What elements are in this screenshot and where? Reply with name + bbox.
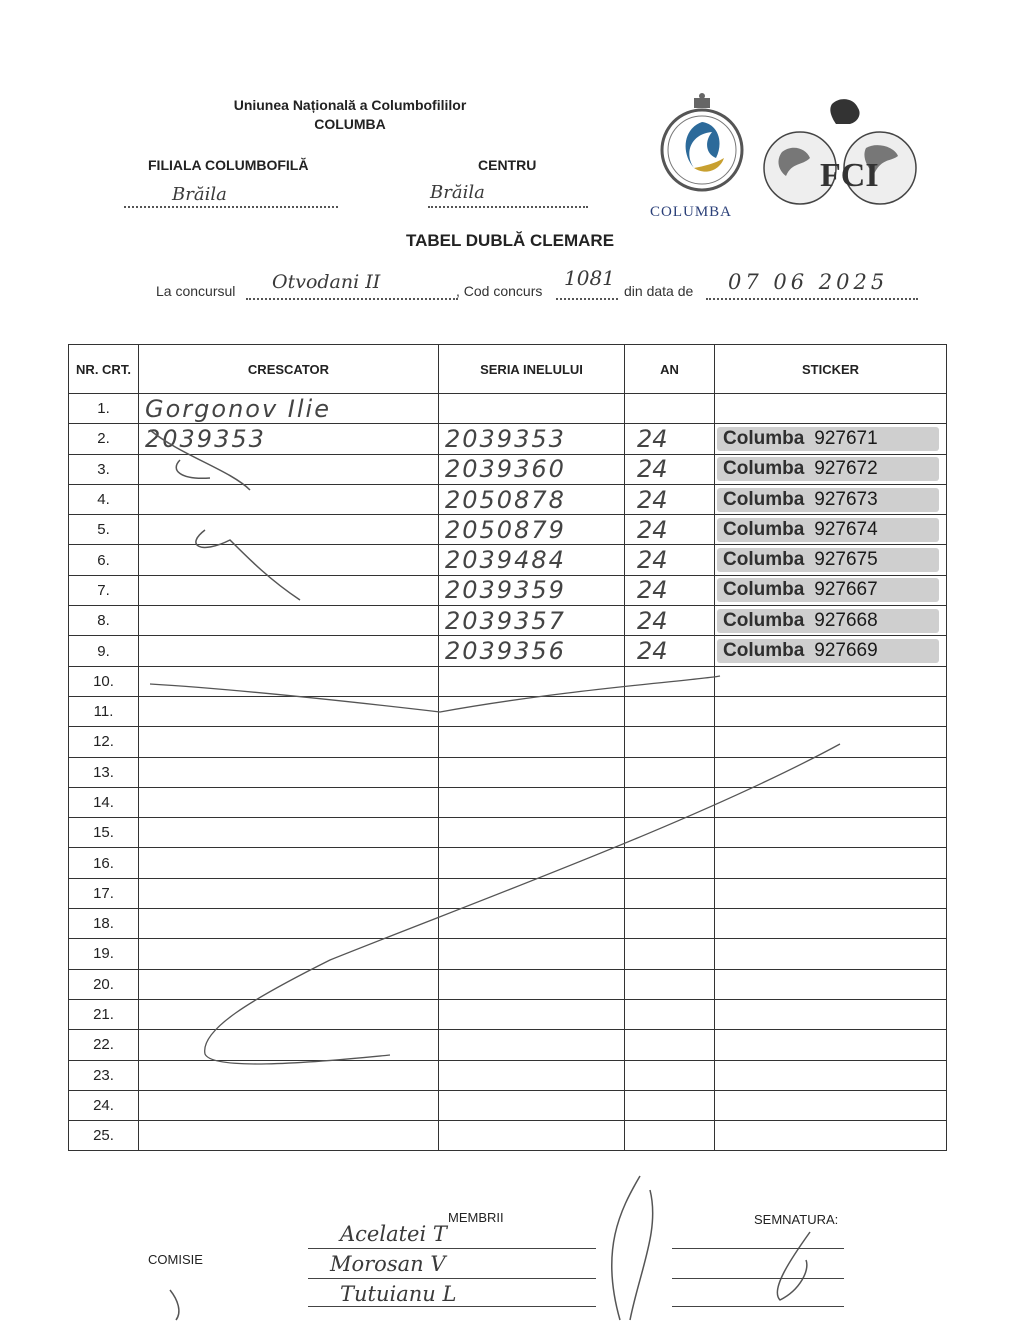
row-number: 24. <box>69 1090 139 1120</box>
crescator-cell <box>139 999 439 1029</box>
sticker-cell <box>715 575 947 605</box>
table-row <box>69 1121 947 1151</box>
table-row <box>69 909 947 939</box>
seria-cell <box>439 424 625 454</box>
columba-logo-icon <box>654 92 750 196</box>
crescator-value <box>139 940 145 968</box>
sticker-number: 927671 <box>814 427 878 449</box>
seria-value <box>439 910 445 938</box>
columba-logo-text: COLUMBA <box>650 204 733 220</box>
row-number: 8. <box>69 606 139 636</box>
seria-cell <box>439 939 625 969</box>
an-cell <box>625 969 715 999</box>
an-cell <box>625 636 715 666</box>
sticker-brand: Columba <box>723 458 805 480</box>
table-row <box>69 394 947 424</box>
row-number: 1. <box>69 394 139 424</box>
crescator-value <box>139 849 145 877</box>
an-cell <box>625 757 715 787</box>
concurs-dotted-line <box>246 298 458 300</box>
seria-value <box>439 667 445 695</box>
cod-concurs-dotted-line <box>556 298 618 300</box>
an-cell <box>625 818 715 848</box>
membrii-label: MEMBRII <box>448 1210 504 1225</box>
an-cell <box>625 1060 715 1090</box>
table-row <box>69 545 947 575</box>
seria-cell <box>439 515 625 545</box>
sticker-number: 927669 <box>814 640 878 662</box>
row-number: 22. <box>69 1030 139 1060</box>
member-line-3 <box>308 1306 596 1307</box>
data-value: 07 06 2025 <box>728 270 889 294</box>
sticker-cell <box>715 848 947 878</box>
sticker-label <box>717 609 939 633</box>
an-cell <box>625 787 715 817</box>
member-name-2: Morosan V <box>330 1252 446 1276</box>
column-header-an: AN <box>625 345 715 394</box>
an-cell <box>625 909 715 939</box>
cod-concurs-value: 1081 <box>564 266 615 290</box>
crescator-cell <box>139 575 439 605</box>
table-row <box>69 818 947 848</box>
an-cell <box>625 1030 715 1060</box>
table-header-row <box>69 345 947 394</box>
an-value <box>625 910 637 938</box>
seria-value <box>439 728 445 756</box>
member-name-1: Acelatei T <box>340 1222 447 1246</box>
an-cell <box>625 575 715 605</box>
an-value: 24 <box>637 455 668 484</box>
an-value <box>625 728 637 756</box>
comisie-label: COMISIE <box>148 1252 203 1267</box>
centru-value: Brăila <box>430 182 485 203</box>
an-value: 24 <box>637 515 668 544</box>
crescator-cell <box>139 454 439 484</box>
sticker-number: 927668 <box>814 609 878 631</box>
crescator-cell <box>139 1060 439 1090</box>
an-value <box>625 789 637 817</box>
sticker-cell <box>715 727 947 757</box>
seria-value <box>439 1061 445 1089</box>
an-value <box>625 1122 637 1150</box>
concurs-label: La concursul <box>156 283 236 299</box>
crescator-value <box>139 1091 145 1119</box>
row-number: 15. <box>69 818 139 848</box>
seria-value <box>439 1122 445 1150</box>
crescator-value <box>139 576 145 604</box>
crescator-value <box>139 607 145 635</box>
sticker-cell <box>715 696 947 726</box>
sticker-brand: Columba <box>723 640 805 662</box>
crescator-cell <box>139 848 439 878</box>
column-header-nr: NR. CRT. <box>69 345 139 394</box>
sticker-cell <box>715 939 947 969</box>
crescator-cell <box>139 818 439 848</box>
row-number: 9. <box>69 636 139 666</box>
crescator-value <box>139 1061 145 1089</box>
sticker-cell <box>715 999 947 1029</box>
an-cell <box>625 696 715 726</box>
an-cell <box>625 878 715 908</box>
crescator-cell <box>139 636 439 666</box>
crescator-value <box>139 486 145 514</box>
an-cell <box>625 515 715 545</box>
seria-value: 2039360 <box>445 455 566 484</box>
seria-cell <box>439 1030 625 1060</box>
crescator-cell <box>139 424 439 454</box>
seria-value <box>439 1001 445 1029</box>
sticker-cell <box>715 636 947 666</box>
seria-value <box>439 849 445 877</box>
crescator-cell <box>139 666 439 696</box>
crescator-value <box>139 1031 145 1059</box>
crescator-value <box>139 758 145 786</box>
organization-title <box>150 96 550 134</box>
sticker-brand: Columba <box>723 427 805 449</box>
crescator-cell <box>139 787 439 817</box>
crescator-value <box>139 879 145 907</box>
row-number: 7. <box>69 575 139 605</box>
seria-value <box>439 1091 445 1119</box>
an-value: 24 <box>637 606 668 635</box>
an-value <box>625 698 637 726</box>
signature-line-3 <box>672 1306 844 1307</box>
crescator-value <box>139 637 145 665</box>
seria-cell <box>439 787 625 817</box>
seria-value <box>439 819 445 847</box>
row-number: 20. <box>69 969 139 999</box>
crescator-cell <box>139 757 439 787</box>
crescator-value: Gorgonov Ilie <box>145 394 331 423</box>
seria-cell <box>439 575 625 605</box>
table-row <box>69 606 947 636</box>
fci-text: FCI <box>820 157 879 194</box>
seria-value <box>439 698 445 726</box>
row-number: 4. <box>69 484 139 514</box>
filiala-value: Brăila <box>172 184 227 205</box>
concurs-value: Otvodani II <box>272 271 381 293</box>
seria-value <box>439 758 445 786</box>
an-value <box>625 940 637 968</box>
column-header-crescator: CRESCATOR <box>139 345 439 394</box>
seria-cell <box>439 636 625 666</box>
an-value <box>625 970 637 998</box>
sticker-cell <box>715 454 947 484</box>
an-value: 24 <box>637 424 668 453</box>
member-line-1 <box>308 1248 596 1249</box>
sticker-cell <box>715 1060 947 1090</box>
sticker-cell <box>715 818 947 848</box>
fci-logo-icon <box>762 96 918 210</box>
seria-cell <box>439 1090 625 1120</box>
crescator-value <box>139 516 145 544</box>
table-row <box>69 666 947 696</box>
seria-cell <box>439 394 625 424</box>
sticker-brand: Columba <box>723 488 805 510</box>
sticker-cell <box>715 878 947 908</box>
crescator-value <box>139 789 145 817</box>
sticker-cell <box>715 424 947 454</box>
sticker-cell <box>715 1030 947 1060</box>
seria-value: 2050878 <box>445 485 566 514</box>
table-row <box>69 1030 947 1060</box>
sticker-brand: Columba <box>723 549 805 571</box>
seria-cell <box>439 545 625 575</box>
crescator-cell <box>139 909 439 939</box>
row-number: 6. <box>69 545 139 575</box>
seria-value: 2039484 <box>445 546 566 575</box>
crescator-cell <box>139 545 439 575</box>
table-row <box>69 424 947 454</box>
an-cell <box>625 1121 715 1151</box>
crescator-value <box>139 728 145 756</box>
sticker-cell <box>715 757 947 787</box>
sticker-cell <box>715 969 947 999</box>
an-cell <box>625 666 715 696</box>
seria-cell <box>439 484 625 514</box>
seria-cell <box>439 606 625 636</box>
crescator-value <box>139 910 145 938</box>
seria-value: 2039353 <box>445 424 566 453</box>
cod-concurs-label: , Cod concurs <box>456 283 543 299</box>
an-value: 24 <box>637 637 668 666</box>
an-value <box>625 1031 637 1059</box>
crescator-cell <box>139 878 439 908</box>
sticker-cell <box>715 1121 947 1151</box>
an-value: 24 <box>637 546 668 575</box>
crescator-value <box>139 667 145 695</box>
table-row <box>69 696 947 726</box>
seria-cell <box>439 757 625 787</box>
column-header-sticker: STICKER <box>715 345 947 394</box>
an-value <box>625 1061 637 1089</box>
an-cell <box>625 394 715 424</box>
table-row <box>69 787 947 817</box>
seria-value: 2039359 <box>445 576 566 605</box>
row-number: 2. <box>69 424 139 454</box>
row-number: 12. <box>69 727 139 757</box>
seria-value <box>439 1031 445 1059</box>
table-row <box>69 757 947 787</box>
seria-value: 2050879 <box>445 515 566 544</box>
an-cell <box>625 484 715 514</box>
an-value <box>625 1001 637 1029</box>
an-value <box>625 667 637 695</box>
semnatura-label: SEMNATURA: <box>754 1212 839 1227</box>
crescator-cell <box>139 969 439 999</box>
centru-dotted-line <box>428 206 588 208</box>
double-clamp-table <box>68 344 947 1151</box>
signature-line-1 <box>672 1248 844 1249</box>
filiala-label: FILIALA COLUMBOFILĂ <box>148 157 309 173</box>
crescator-cell <box>139 939 439 969</box>
crescator-value <box>139 970 145 998</box>
crescator-value <box>139 819 145 847</box>
crescator-value: 2039353 <box>145 424 266 453</box>
crescator-cell <box>139 394 439 424</box>
crescator-value <box>139 1001 145 1029</box>
seria-value: 2039356 <box>445 637 566 666</box>
table-row <box>69 878 947 908</box>
table-row <box>69 999 947 1029</box>
sticker-number: 927674 <box>814 518 878 540</box>
table-row <box>69 575 947 605</box>
seria-cell <box>439 1121 625 1151</box>
an-value: 24 <box>637 576 668 605</box>
sticker-cell <box>715 1090 947 1120</box>
an-cell <box>625 727 715 757</box>
member-line-2 <box>308 1278 596 1279</box>
seria-cell <box>439 818 625 848</box>
sticker-brand: Columba <box>723 579 805 601</box>
row-number: 21. <box>69 999 139 1029</box>
seria-cell <box>439 848 625 878</box>
signature-line-2 <box>672 1278 844 1279</box>
table-row <box>69 969 947 999</box>
an-cell <box>625 999 715 1029</box>
sticker-brand: Columba <box>723 518 805 540</box>
an-cell <box>625 424 715 454</box>
row-number: 3. <box>69 454 139 484</box>
an-value <box>625 395 637 423</box>
sticker-brand: Columba <box>723 609 805 631</box>
an-value <box>625 849 637 877</box>
data-label: din data de <box>624 283 694 299</box>
row-number: 16. <box>69 848 139 878</box>
table-row <box>69 939 947 969</box>
sticker-number: 927673 <box>814 488 878 510</box>
column-header-seria: SERIA INELULUI <box>439 345 625 394</box>
crescator-cell <box>139 484 439 514</box>
sticker-label <box>717 427 939 451</box>
an-cell <box>625 848 715 878</box>
an-cell <box>625 1090 715 1120</box>
seria-cell <box>439 454 625 484</box>
sticker-number: 927675 <box>814 549 878 571</box>
crescator-cell <box>139 515 439 545</box>
row-number: 23. <box>69 1060 139 1090</box>
sticker-label <box>717 639 939 663</box>
seria-cell <box>439 1060 625 1090</box>
seria-cell <box>439 999 625 1029</box>
row-number: 14. <box>69 787 139 817</box>
table-row <box>69 515 947 545</box>
crescator-cell <box>139 1090 439 1120</box>
crescator-cell <box>139 606 439 636</box>
crescator-value <box>139 698 145 726</box>
an-value: 24 <box>637 485 668 514</box>
table-row <box>69 1090 947 1120</box>
an-value <box>625 1091 637 1119</box>
sticker-cell <box>715 666 947 696</box>
row-number: 5. <box>69 515 139 545</box>
table-row <box>69 848 947 878</box>
table-row <box>69 454 947 484</box>
crescator-value <box>139 546 145 574</box>
sticker-cell <box>715 606 947 636</box>
row-number: 17. <box>69 878 139 908</box>
data-dotted-line <box>706 298 918 300</box>
seria-cell <box>439 909 625 939</box>
table-row <box>69 484 947 514</box>
seria-value <box>439 970 445 998</box>
member-name-3: Tutuianu L <box>340 1282 457 1306</box>
an-value <box>625 819 637 847</box>
row-number: 13. <box>69 757 139 787</box>
sticker-cell <box>715 787 947 817</box>
sticker-label <box>717 518 939 542</box>
seria-cell <box>439 878 625 908</box>
centru-label: CENTRU <box>478 157 537 173</box>
filiala-dotted-line <box>124 206 338 208</box>
an-value <box>625 879 637 907</box>
table-row <box>69 636 947 666</box>
an-value <box>625 758 637 786</box>
an-cell <box>625 606 715 636</box>
sticker-label <box>717 488 939 512</box>
an-cell <box>625 939 715 969</box>
row-number: 10. <box>69 666 139 696</box>
row-number: 25. <box>69 1121 139 1151</box>
sticker-cell <box>715 484 947 514</box>
row-number: 11. <box>69 696 139 726</box>
seria-cell <box>439 727 625 757</box>
sticker-cell <box>715 515 947 545</box>
crescator-cell <box>139 727 439 757</box>
seria-cell <box>439 696 625 726</box>
seria-value: 2039357 <box>445 606 566 635</box>
sticker-label <box>717 457 939 481</box>
table-row <box>69 727 947 757</box>
crescator-cell <box>139 696 439 726</box>
sticker-number: 927672 <box>814 458 878 480</box>
crescator-cell <box>139 1030 439 1060</box>
seria-value <box>439 940 445 968</box>
seria-value <box>439 789 445 817</box>
sticker-label <box>717 548 939 572</box>
sticker-label <box>717 578 939 602</box>
an-cell <box>625 454 715 484</box>
org-name: Uniunea Națională a Columbofililor <box>233 97 467 113</box>
row-number: 19. <box>69 939 139 969</box>
seria-cell <box>439 666 625 696</box>
an-cell <box>625 545 715 575</box>
seria-cell <box>439 969 625 999</box>
sticker-cell <box>715 545 947 575</box>
crescator-value <box>139 1122 145 1150</box>
table-row <box>69 1060 947 1090</box>
form-title: TABEL DUBLĂ CLEMARE <box>405 231 615 250</box>
sticker-cell <box>715 909 947 939</box>
sticker-cell <box>715 394 947 424</box>
seria-value <box>439 395 445 423</box>
crescator-cell <box>139 1121 439 1151</box>
row-number: 18. <box>69 909 139 939</box>
org-short-name: COLUMBA <box>314 116 386 132</box>
seria-value <box>439 879 445 907</box>
crescator-value <box>139 455 145 483</box>
sticker-number: 927667 <box>814 579 878 601</box>
